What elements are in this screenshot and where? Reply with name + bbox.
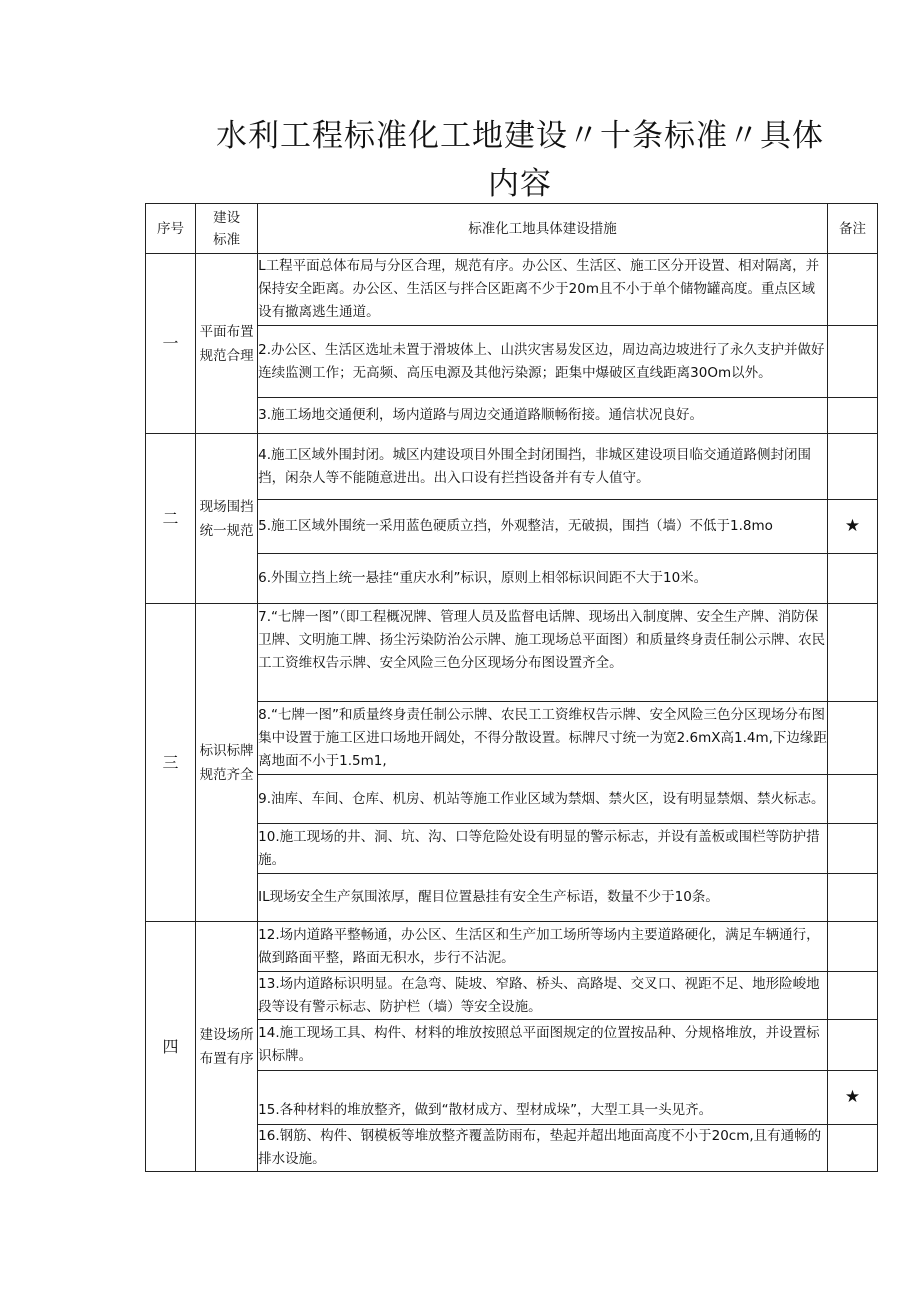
table-row <box>146 254 878 326</box>
measure-item: 12.场内道路平整畅通，办公区、生活区和生产加工场所等场内主要道路硬化，满足车辆通行，做到路面平整，路面无积水，步行不沾泥。 <box>258 922 828 972</box>
section-standard: 现场围挡统一规范 <box>196 434 258 604</box>
title-line-1: 水利工程标准化工地建设〃十条标准〃具体 <box>216 118 824 154</box>
note-cell <box>827 604 877 702</box>
section-number: 二 <box>146 434 196 604</box>
section-standard: 平面布置规范合理 <box>196 254 258 434</box>
measure-item: 6.外围立挡上统一悬挂“重庆水利”标识，原则上相邻标识间距不大于10米。 <box>258 554 828 604</box>
note-cell <box>827 434 877 500</box>
measure-item: 3.施工场地交通便利，场内道路与周边交通道路顺畅衔接。通信状况良好。 <box>258 398 828 434</box>
star-mark: ★ <box>827 1071 877 1125</box>
note-cell <box>827 775 877 824</box>
standards-table <box>145 203 878 1172</box>
measure-item: 15.各种材料的堆放整齐，做到“散材成方、型材成垛”，大型工具一头见齐。 <box>258 1071 828 1125</box>
measure-item: IL现场安全生产氛围浓厚，醒目位置悬挂有安全生产标语，数量不少于10条。 <box>258 874 828 922</box>
header-measures: 标准化工地具体建设措施 <box>258 204 828 254</box>
note-cell <box>827 554 877 604</box>
section-number: 三 <box>146 604 196 922</box>
section-number: 四 <box>146 922 196 1172</box>
table-row <box>146 434 878 500</box>
measure-item: 14.施工现场工具、构件、材料的堆放按照总平面图规定的位置按品种、分规格堆放，并设置标识标牌。 <box>258 1020 828 1071</box>
measure-item: 13.场内道路标识明显。在急弯、陡坡、窄路、桥头、高路堤、交叉口、视距不足、地形险峻地段等设有警示标志、防护栏（墙）等安全设施。 <box>258 972 828 1020</box>
section-standard: 建设场所布置有序 <box>196 922 258 1172</box>
measure-item: 16.钢筋、构件、钢模板等堆放整齐覆盖防雨布，垫起并超出地面高度不小于20cm,且有通畅的排水设施。 <box>258 1125 828 1172</box>
note-cell <box>827 874 877 922</box>
note-cell <box>827 398 877 434</box>
measure-item: L工程平面总体布局与分区合理，规范有序。办公区、生活区、施工区分开设置、相对隔离，并保持安全距离。办公区、生活区与拌合区距离不少于20m且不小于单个储物罐高度。重点区域设有撤离逃生通道。 <box>258 254 828 326</box>
title-line-2: 内容 <box>488 166 552 202</box>
note-cell <box>827 254 877 326</box>
header-seq: 序号 <box>146 204 196 254</box>
note-cell <box>827 972 877 1020</box>
note-cell <box>827 702 877 775</box>
measure-item: 8.“七牌一图”和质量终身责任制公示牌、农民工工资维权告示牌、安全风险三色分区现场分布图集中设置于施工区进口场地开阔处，不得分散设置。标牌尺寸统一为宽2.6mX高1.4m,下边缘距离地面不小于1.5m1, <box>258 702 828 775</box>
table-row <box>146 604 878 702</box>
note-cell <box>827 1020 877 1071</box>
measure-item: 2.办公区、生活区选址未置于滑坡体上、山洪灾害易发区边，周边高边坡进行了永久支护并做好连续监测工作；无高频、高压电源及其他污染源；距集中爆破区直线距离30Om以外。 <box>258 326 828 398</box>
note-cell <box>827 922 877 972</box>
note-cell <box>827 326 877 398</box>
table-row <box>146 922 878 972</box>
header-standard: 建设标准 <box>196 204 258 254</box>
note-cell <box>827 824 877 874</box>
measure-item: 4.施工区域外围封闭。城区内建设项目外围全封闭围挡，非城区建设项目临交通道路侧封闭围挡，闲杂人等不能随意进出。出入口设有拦挡设备并有专人值守。 <box>258 434 828 500</box>
star-mark: ★ <box>827 500 877 554</box>
header-row <box>146 204 878 254</box>
measure-item: 7.“七牌一图”（即工程概况牌、管理人员及监督电话牌、现场出入制度牌、安全生产牌、消防保卫牌、文明施工牌、扬尘污染防治公示牌、施工现场总平面图）和质量终身责任制公示牌、农民工工资维权告示牌、安全风险三色分区现场分布图设置齐全。 <box>258 604 828 702</box>
section-standard: 标识标牌规范齐全 <box>196 604 258 922</box>
section-number: 一 <box>146 254 196 434</box>
measure-item: 10.施工现场的井、洞、坑、沟、口等危险处设有明显的警示标志，并设有盖板或围栏等防护措施。 <box>258 824 828 874</box>
measure-item: 9.油库、车间、仓库、机房、机站等施工作业区域为禁烟、禁火区，设有明显禁烟、禁火标志。 <box>258 775 828 824</box>
measure-item: 5.施工区域外围统一采用蓝色硬质立挡，外观整洁，无破损，围挡（墙）不低于1.8mo <box>258 500 828 554</box>
header-note: 备注 <box>827 204 877 254</box>
document-title <box>150 112 890 208</box>
note-cell <box>827 1125 877 1172</box>
